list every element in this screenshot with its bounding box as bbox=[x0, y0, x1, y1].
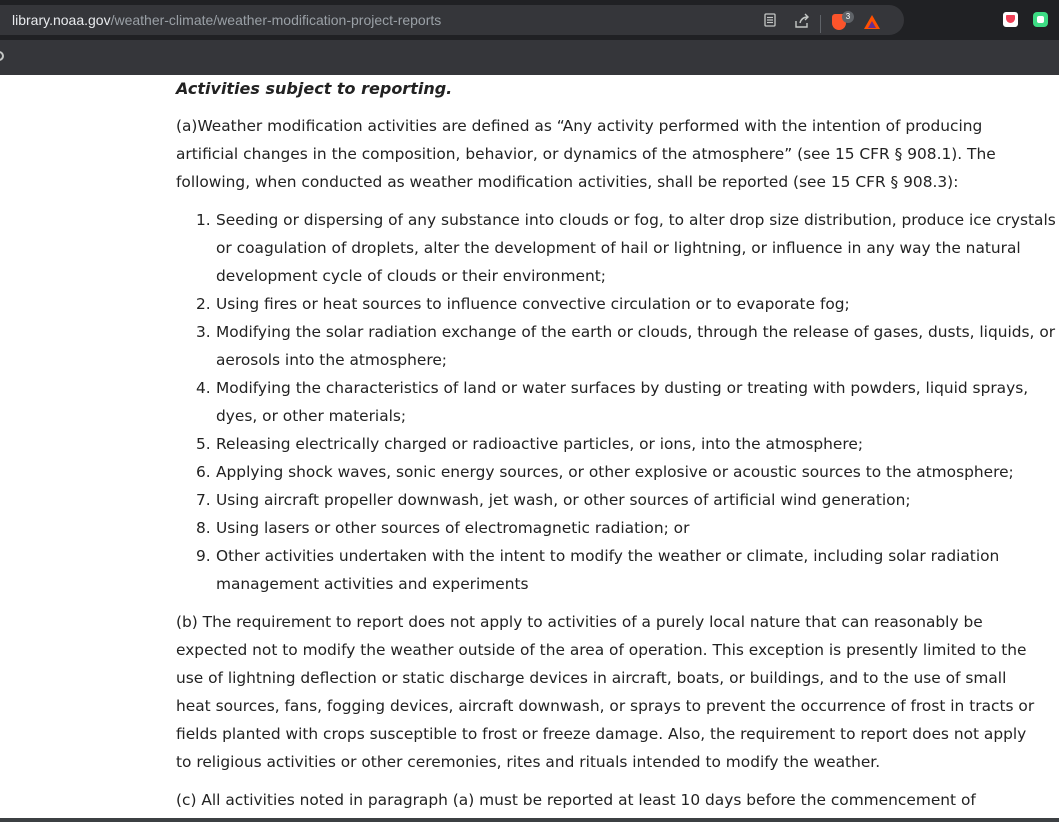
paragraph-b: (b) The requirement to report does not apply to activities of a purely local nature that can reasonably be expected not to modify the weather outside of the area of operation. This exception is presently limited to the use of lightning deflection or static discharge devices in aircraft, boats, or buildings, and to the use of small heat sources, fans, fogging devices, aircraft downwash, or sprays to prevent the occurrence of frost in tracts or fields planted with crops susceptible to frost or freeze damage. Also, the requirement to report does not apply to religious activities or other ceremonies, rites and rituals intended to modify the weather. bbox=[176, 613, 1035, 771]
list-item-text: Using fires or heat sources to influence convective circulation or to evaporate fog; bbox=[216, 295, 850, 313]
reader-mode-icon[interactable] bbox=[762, 13, 778, 29]
shields-count-badge: 3 bbox=[842, 11, 854, 23]
url-path: /weather-climate/weather-modification-project-reports bbox=[110, 12, 442, 28]
list-item-number: 4. bbox=[196, 379, 211, 397]
list-item bbox=[196, 458, 1056, 486]
bookmark-globe-icon[interactable] bbox=[0, 51, 4, 61]
list-item-number: 8. bbox=[196, 519, 211, 537]
list-item-number: 1. bbox=[196, 211, 211, 229]
bookmarks-bar bbox=[0, 40, 1059, 75]
list-item-text: Applying shock waves, sonic energy sources, or other explosive or acoustic sources to the atmosphere; bbox=[216, 463, 1014, 481]
list-item-text: Using lasers or other sources of electromagnetic radiation; or bbox=[216, 519, 690, 537]
reporting-activities-list bbox=[196, 206, 1056, 598]
list-item-text: Modifying the solar radiation exchange of the earth or clouds, through the release of gases, dusts, liquids, or aerosols into the atmosphere; bbox=[216, 323, 1056, 369]
list-item bbox=[196, 290, 1056, 318]
pocket-extension-icon[interactable] bbox=[1003, 12, 1018, 27]
paragraph-c: (c) All activities noted in paragraph (a) must be reported at least 10 days before the commencement of bbox=[176, 791, 976, 809]
share-icon[interactable] bbox=[794, 13, 810, 29]
list-item-number: 3. bbox=[196, 323, 211, 341]
browser-toolbar bbox=[0, 0, 1059, 40]
list-item-number: 2. bbox=[196, 295, 211, 313]
list-item bbox=[196, 430, 1056, 458]
list-item-text: Modifying the characteristics of land or water surfaces by dusting or treating with powders, liquid sprays, dyes, or other materials; bbox=[216, 379, 1029, 425]
green-extension-icon[interactable] bbox=[1033, 12, 1048, 27]
list-item-number: 6. bbox=[196, 463, 211, 481]
toolbar-separator bbox=[820, 15, 821, 33]
url-host: library.noaa.gov bbox=[12, 12, 111, 28]
list-item-text: Other activities undertaken with the intent to modify the weather or climate, including solar radiation management activities and experiments bbox=[216, 547, 1000, 593]
list-item-text: Releasing electrically charged or radioactive particles, or ions, into the atmosphere; bbox=[216, 435, 864, 453]
list-item-text: Using aircraft propeller downwash, jet wash, or other sources of artificial wind generation; bbox=[216, 491, 911, 509]
list-item-number: 5. bbox=[196, 435, 211, 453]
brave-rewards-icon-inner bbox=[868, 21, 876, 28]
list-item-text: Seeding or dispersing of any substance into clouds or fog, to alter drop size distribution, produce ice crystals or coagulation of droplets, alter the development of hail or lightning, or influence in any way the natural development cycle of clouds or their environment; bbox=[216, 211, 1056, 285]
list-item bbox=[196, 542, 1056, 598]
list-item bbox=[196, 206, 1056, 290]
list-item bbox=[196, 486, 1056, 514]
list-item bbox=[196, 318, 1056, 374]
list-item bbox=[196, 374, 1056, 430]
list-item-number: 7. bbox=[196, 491, 211, 509]
window-bottom-edge bbox=[0, 818, 1059, 822]
list-item-number: 9. bbox=[196, 547, 211, 565]
address-bar[interactable] bbox=[0, 5, 904, 35]
paragraph-a: (a)Weather modification activities are defined as “Any activity performed with the intention of producing artificial changes in the composition, behavior, or dynamics of the atmosphere” (see 15 CFR § 908.1). The following, when conducted as weather modification activities, shall be reported (see 15 CFR § 908.3): bbox=[176, 117, 996, 191]
list-item bbox=[196, 514, 1056, 542]
url-text[interactable] bbox=[12, 12, 441, 28]
section-title: Activities subject to reporting. bbox=[176, 79, 453, 98]
